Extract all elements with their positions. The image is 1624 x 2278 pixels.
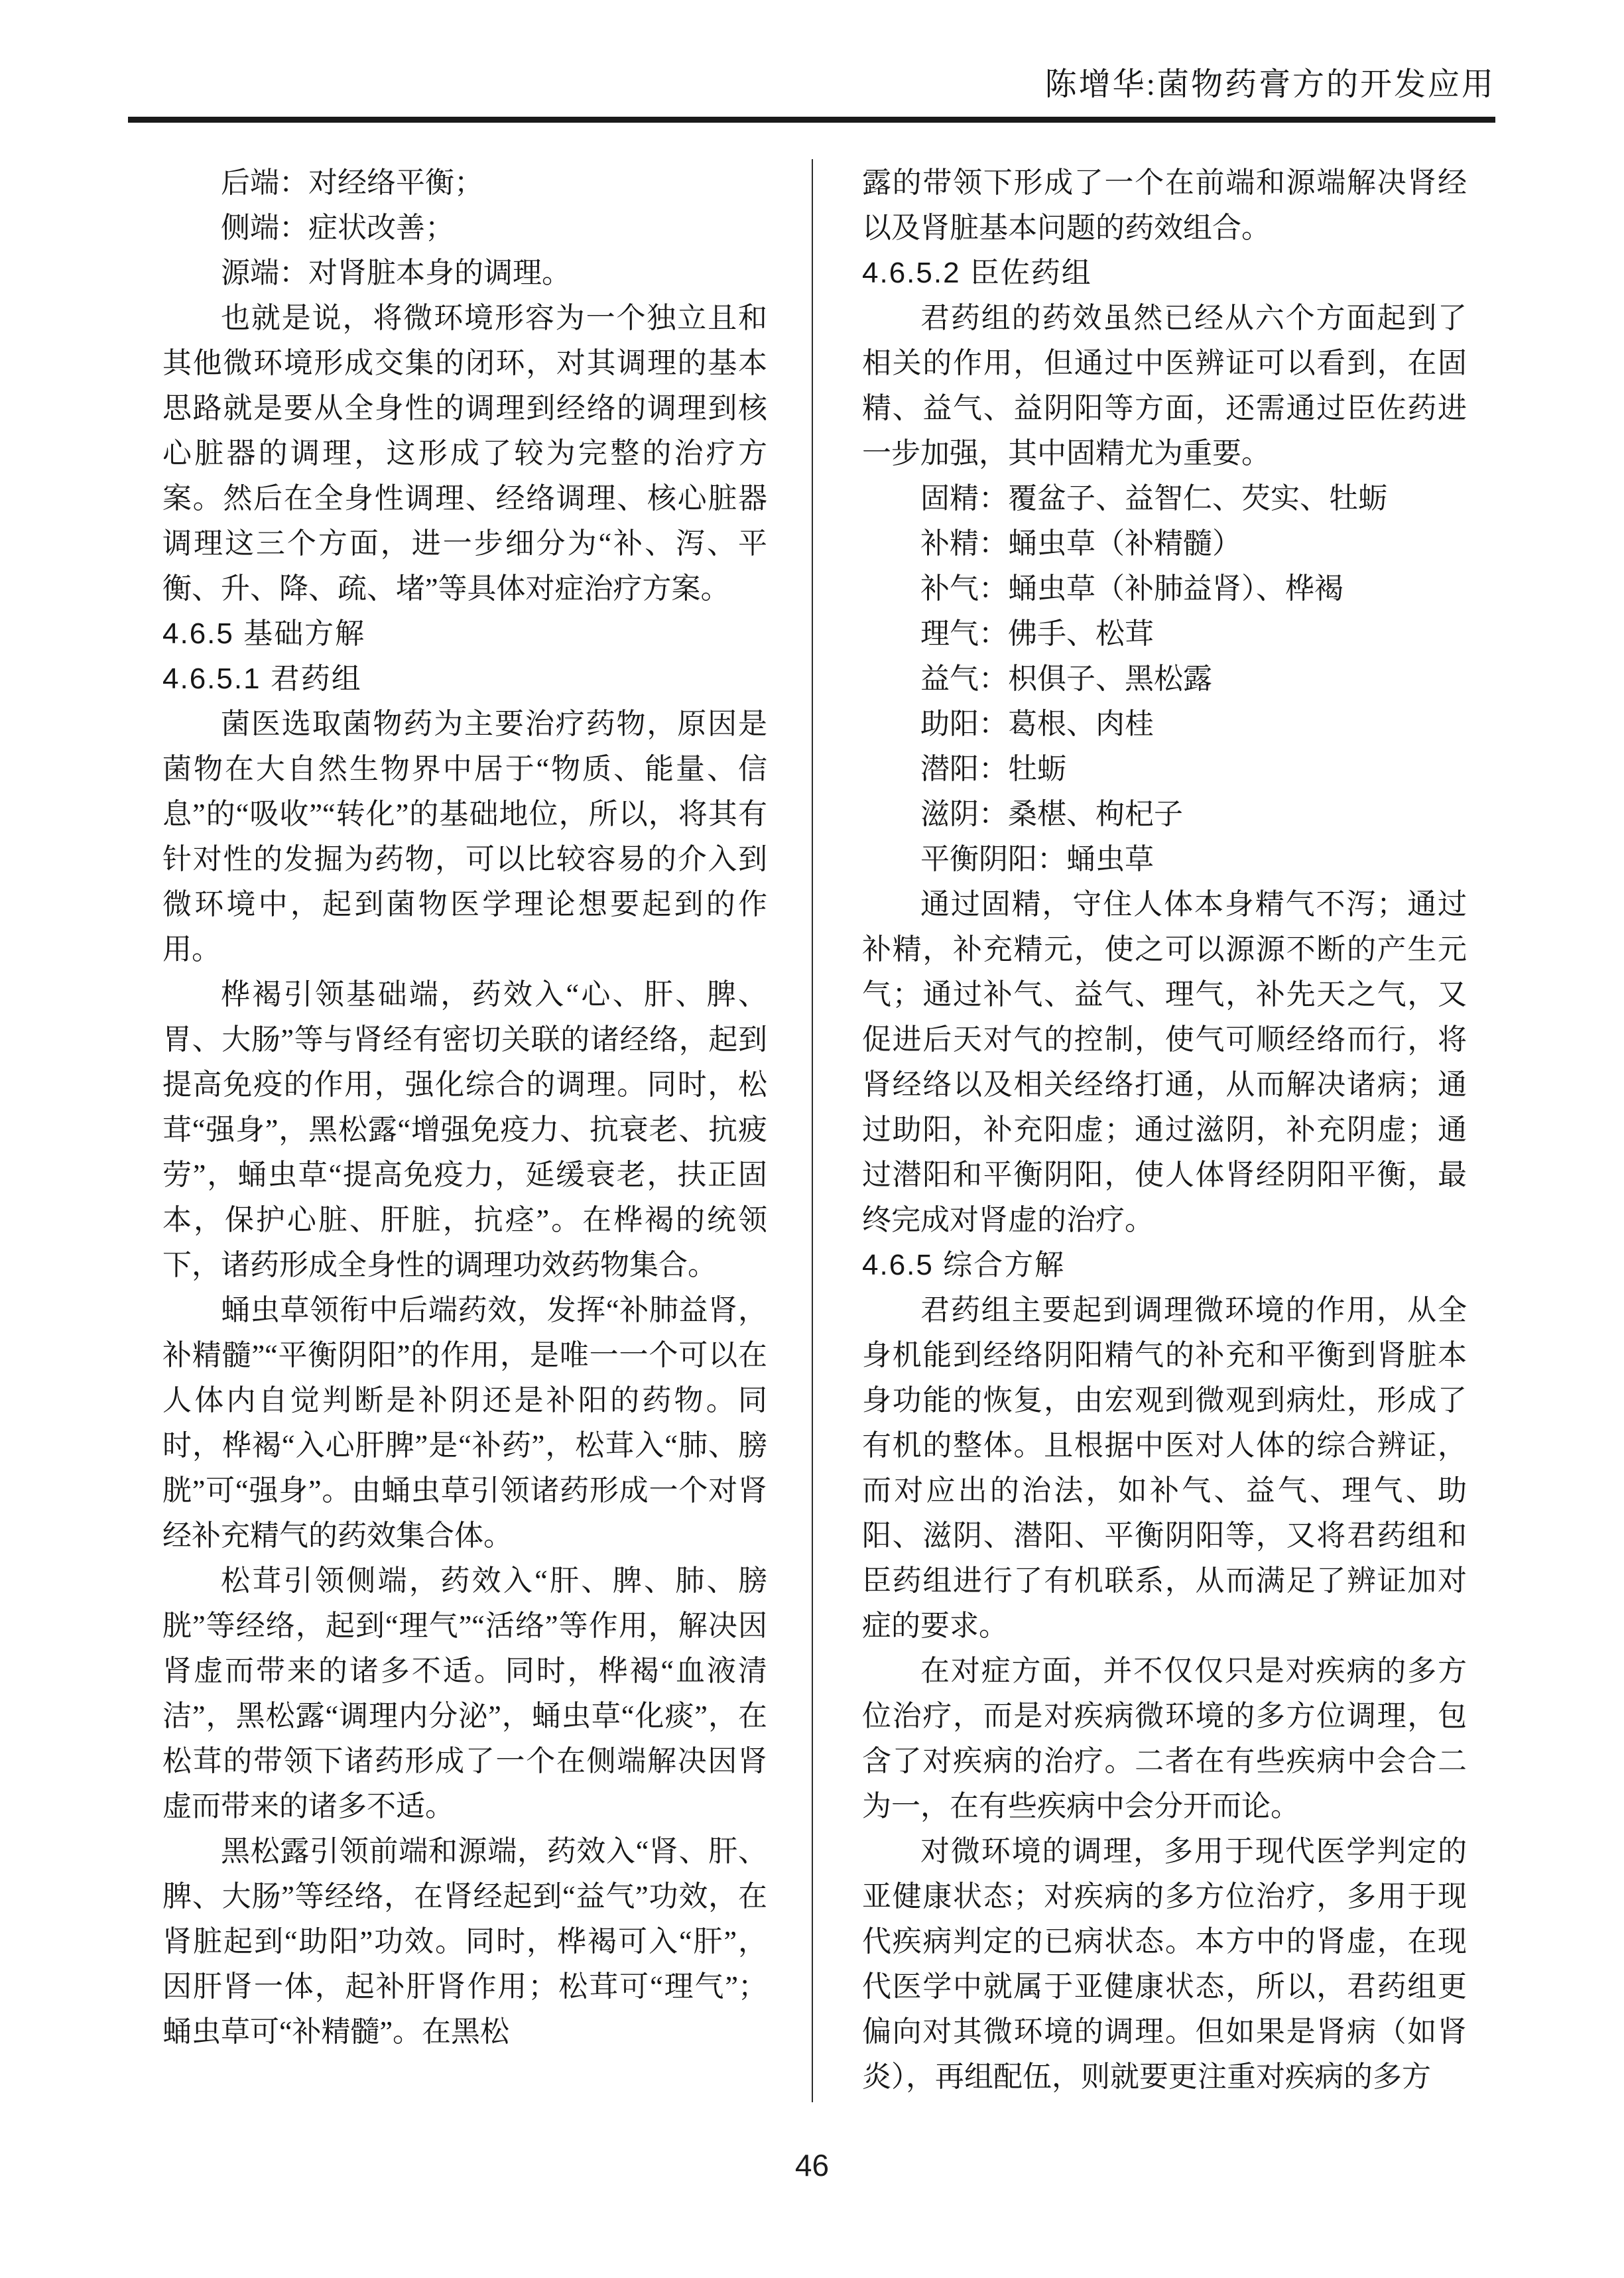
page-number: 46 [794, 2148, 830, 2183]
body-paragraph: 君药组主要起到调理微环境的作用，从全身机能到经络阴阳精气的补充和平衡到肾脏本身功能的恢复，由宏观到微观到病灶，形成了有机的整体。且根据中医对人体的综合辨证，而对应出的治法，如补气、益气、理气、助阳、滋阴、潜阳、平衡阴阳等，又将君药组和臣药组进行了有机联系，从而满足了辨证加对症的要求。 [862, 1294, 1467, 1642]
section-heading: 4.6.5.2 臣佐药组 [862, 257, 1092, 289]
body-paragraph: 黑松露引领前端和源端，药效入“肾、肝、脾、大肠”等经络，在肾经起到“益气”功效，在肾脏起到“助阳”功效。同时，桦褐可入“肝”，因肝肾一体，起补肝肾作用；松茸可“理气”；蛹虫草可“补精髓”。在黑松 [162, 1835, 767, 2048]
body-paragraph: 通过固精，守住人体本身精气不泻；通过补精，补充精元，使之可以源源不断的产生元气；通过补气、益气、理气，补先天之气，又促进后天对气的控制，使气可顺经络而行，将肾经络以及相关经络打通，从而解决诸病；通过助阳，补充阳虚；通过滋阴，补充阴虚；通过潜阳和平衡阴阳，使人体肾经阴阳平衡，最终完成对肾虚的治疗。 [862, 888, 1467, 1236]
body-paragraph: 松茸引领侧端，药效入“肝、脾、肺、膀胱”等经络，起到“理气”“活络”等作用，解决因肾虚而带来的诸多不适。同时，桦褐“血液清洁”，黑松露“调理内分泌”，蛹虫草“化痰”，在松茸的带领下诸药形成了一个在侧端解决因肾虚而带来的诸多不适。 [162, 1564, 767, 1822]
list-item: 侧端：症状改善； [221, 212, 454, 244]
body-paragraph: 蛹虫草领衔中后端药效，发挥“补肺益肾，补精髓”“平衡阴阳”的作用，是唯一一个可以在人体内自觉判断是补阴还是补阳的药物。同时，桦褐“入心肝脾”是“补药”，松茸入“肺、膀胱”可“强身”。由蛹虫草引领诸药形成一个对肾经补充精气的药效集合体。 [162, 1294, 767, 1552]
running-head-title: 陈增华:菌物药膏方的开发应用 [1044, 67, 1495, 102]
body-paragraph: 也就是说，将微环境形容为一个独立且和其他微环境形成交集的闭环，对其调理的基本思路就是要从全身性的调理到经络的调理到核心脏器的调理，这形成了较为完整的治疗方案。然后在全身性调理、经络调理、核心脏器调理这三个方面，进一步细分为“补、泻、平衡、升、降、疏、堵”等具体对症治疗方案。 [162, 302, 767, 605]
column-divider [812, 159, 813, 2102]
body-paragraph: 桦褐引领基础端，药效入“心、肝、脾、胃、大肠”等与肾经有密切关联的诸经络，起到提高免疫的作用，强化综合的调理。同时，松茸“强身”，黑松露“增强免疫力、抗衰老、抗疲劳”，蛹虫草“提高免疫力，延缓衰老，扶正固本，保护心脏、肝脏，抗痉”。在桦褐的统领下，诸药形成全身性的调理功效药物集合。 [162, 978, 767, 1281]
body-paragraph: 菌医选取菌物药为主要治疗药物，原因是菌物在大自然生物界中居于“物质、能量、信息”的“吸收”“转化”的基础地位，所以，将其有针对性的发掘为药物，可以比较容易的介入到微环境中，起到菌物医学理论想要起到的作用。 [162, 708, 767, 966]
list-item: 源端：对肾脏本身的调理。 [221, 257, 571, 289]
list-item: 潜阳：牡蛎 [920, 753, 1066, 785]
left-column [162, 160, 767, 2055]
list-item: 平衡阴阳：蛹虫草 [920, 843, 1154, 875]
section-heading: 4.6.5 综合方解 [862, 1249, 1066, 1281]
section-heading: 4.6.5 基础方解 [162, 617, 366, 650]
body-paragraph: 对微环境的调理，多用于现代医学判定的亚健康状态；对疾病的多方位治疗，多用于现代疾病判定的已病状态。本方中的肾虚，在现代医学中就属于亚健康状态，所以，君药组更偏向对其微环境的调理。但如果是肾病（如肾炎），再组配伍，则就要更注重对疾病的多方 [862, 1835, 1467, 2093]
list-item: 补气：蛹虫草（补肺益肾）、桦褐 [920, 572, 1343, 605]
list-item: 益气：枳俱子、黑松露 [920, 663, 1212, 695]
list-item: 补精：蛹虫草（补精髓） [920, 527, 1241, 560]
list-item: 理气：佛手、松茸 [920, 617, 1154, 650]
continuation-paragraph: 露的带领下形成了一个在前端和源端解决肾经以及肾脏基本问题的药效组合。 [862, 166, 1467, 244]
list-item: 固精：覆盆子、益智仁、芡实、牡蛎 [920, 482, 1387, 515]
body-paragraph: 君药组的药效虽然已经从六个方面起到了相关的作用，但通过中医辨证可以看到，在固精、益气、益阴阳等方面，还需通过臣佐药进一步加强，其中固精尤为重要。 [862, 302, 1467, 470]
list-item: 后端：对经络平衡； [221, 166, 483, 199]
list-item: 助阳：葛根、肉桂 [920, 708, 1154, 740]
header-rule [128, 117, 1495, 123]
section-heading: 4.6.5.1 君药组 [162, 663, 362, 695]
right-column [862, 160, 1467, 2100]
list-item: 滋阴：桑椹、枸杞子 [920, 798, 1183, 830]
body-paragraph: 在对症方面，并不仅仅只是对疾病的多方位治疗，而是对疾病微环境的多方位调理，包含了对疾病的治疗。二者在有些疾病中会合二为一，在有些疾病中会分开而论。 [862, 1655, 1467, 1822]
